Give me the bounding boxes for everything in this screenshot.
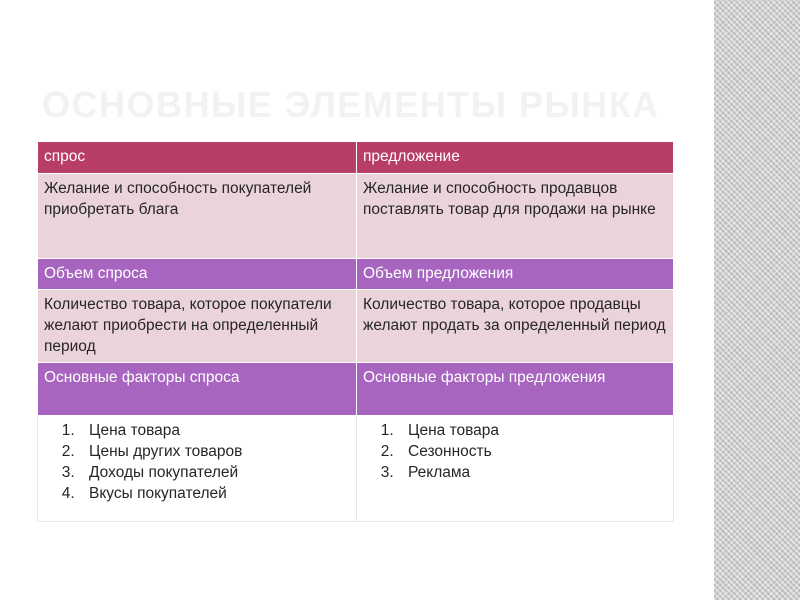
market-elements-table <box>37 141 674 522</box>
volume-definition-row <box>38 290 674 363</box>
header-supply: предложение <box>357 142 674 174</box>
demand-factors-header: Основные факторы спроса <box>38 363 357 416</box>
demand-factors-cell <box>38 416 357 522</box>
slide-title: ОСНОВНЫЕ ЭЛЕМЕНТЫ РЫНКА <box>42 84 660 125</box>
list-item: 3. Реклама <box>398 462 667 483</box>
definition-row <box>38 174 674 259</box>
supply-definition: Желание и способность продавцов поставлять товар для продажи на рынке <box>357 174 674 259</box>
list-item: 3. Доходы покупателей <box>79 462 350 483</box>
list-item: 4. Вкусы покупателей <box>79 483 350 504</box>
list-item: 2. Сезонность <box>398 441 667 462</box>
demand-volume-definition: Количество товара, которое покупатели желают приобрести на определенный период <box>38 290 357 363</box>
list-item: 1. Цена товара <box>79 420 350 441</box>
header-demand: спрос <box>38 142 357 174</box>
supply-factors-cell <box>357 416 674 522</box>
supply-factors-list <box>363 420 667 483</box>
table-header-row <box>38 142 674 174</box>
demand-definition: Желание и способность покупателей приобретать блага <box>38 174 357 259</box>
volume-header-row <box>38 259 674 290</box>
list-item: 2. Цены других товаров <box>79 441 350 462</box>
supply-volume-header: Объем предложения <box>357 259 674 290</box>
factors-header-row <box>38 363 674 416</box>
demand-factors-list <box>44 420 350 504</box>
supply-volume-definition: Количество товара, которое продавцы желают продать за определенный период <box>357 290 674 363</box>
decorative-texture-strip <box>714 0 800 600</box>
demand-volume-header: Объем спроса <box>38 259 357 290</box>
list-item: 1. Цена товара <box>398 420 667 441</box>
factors-list-row <box>38 416 674 522</box>
supply-factors-header: Основные факторы предложения <box>357 363 674 416</box>
